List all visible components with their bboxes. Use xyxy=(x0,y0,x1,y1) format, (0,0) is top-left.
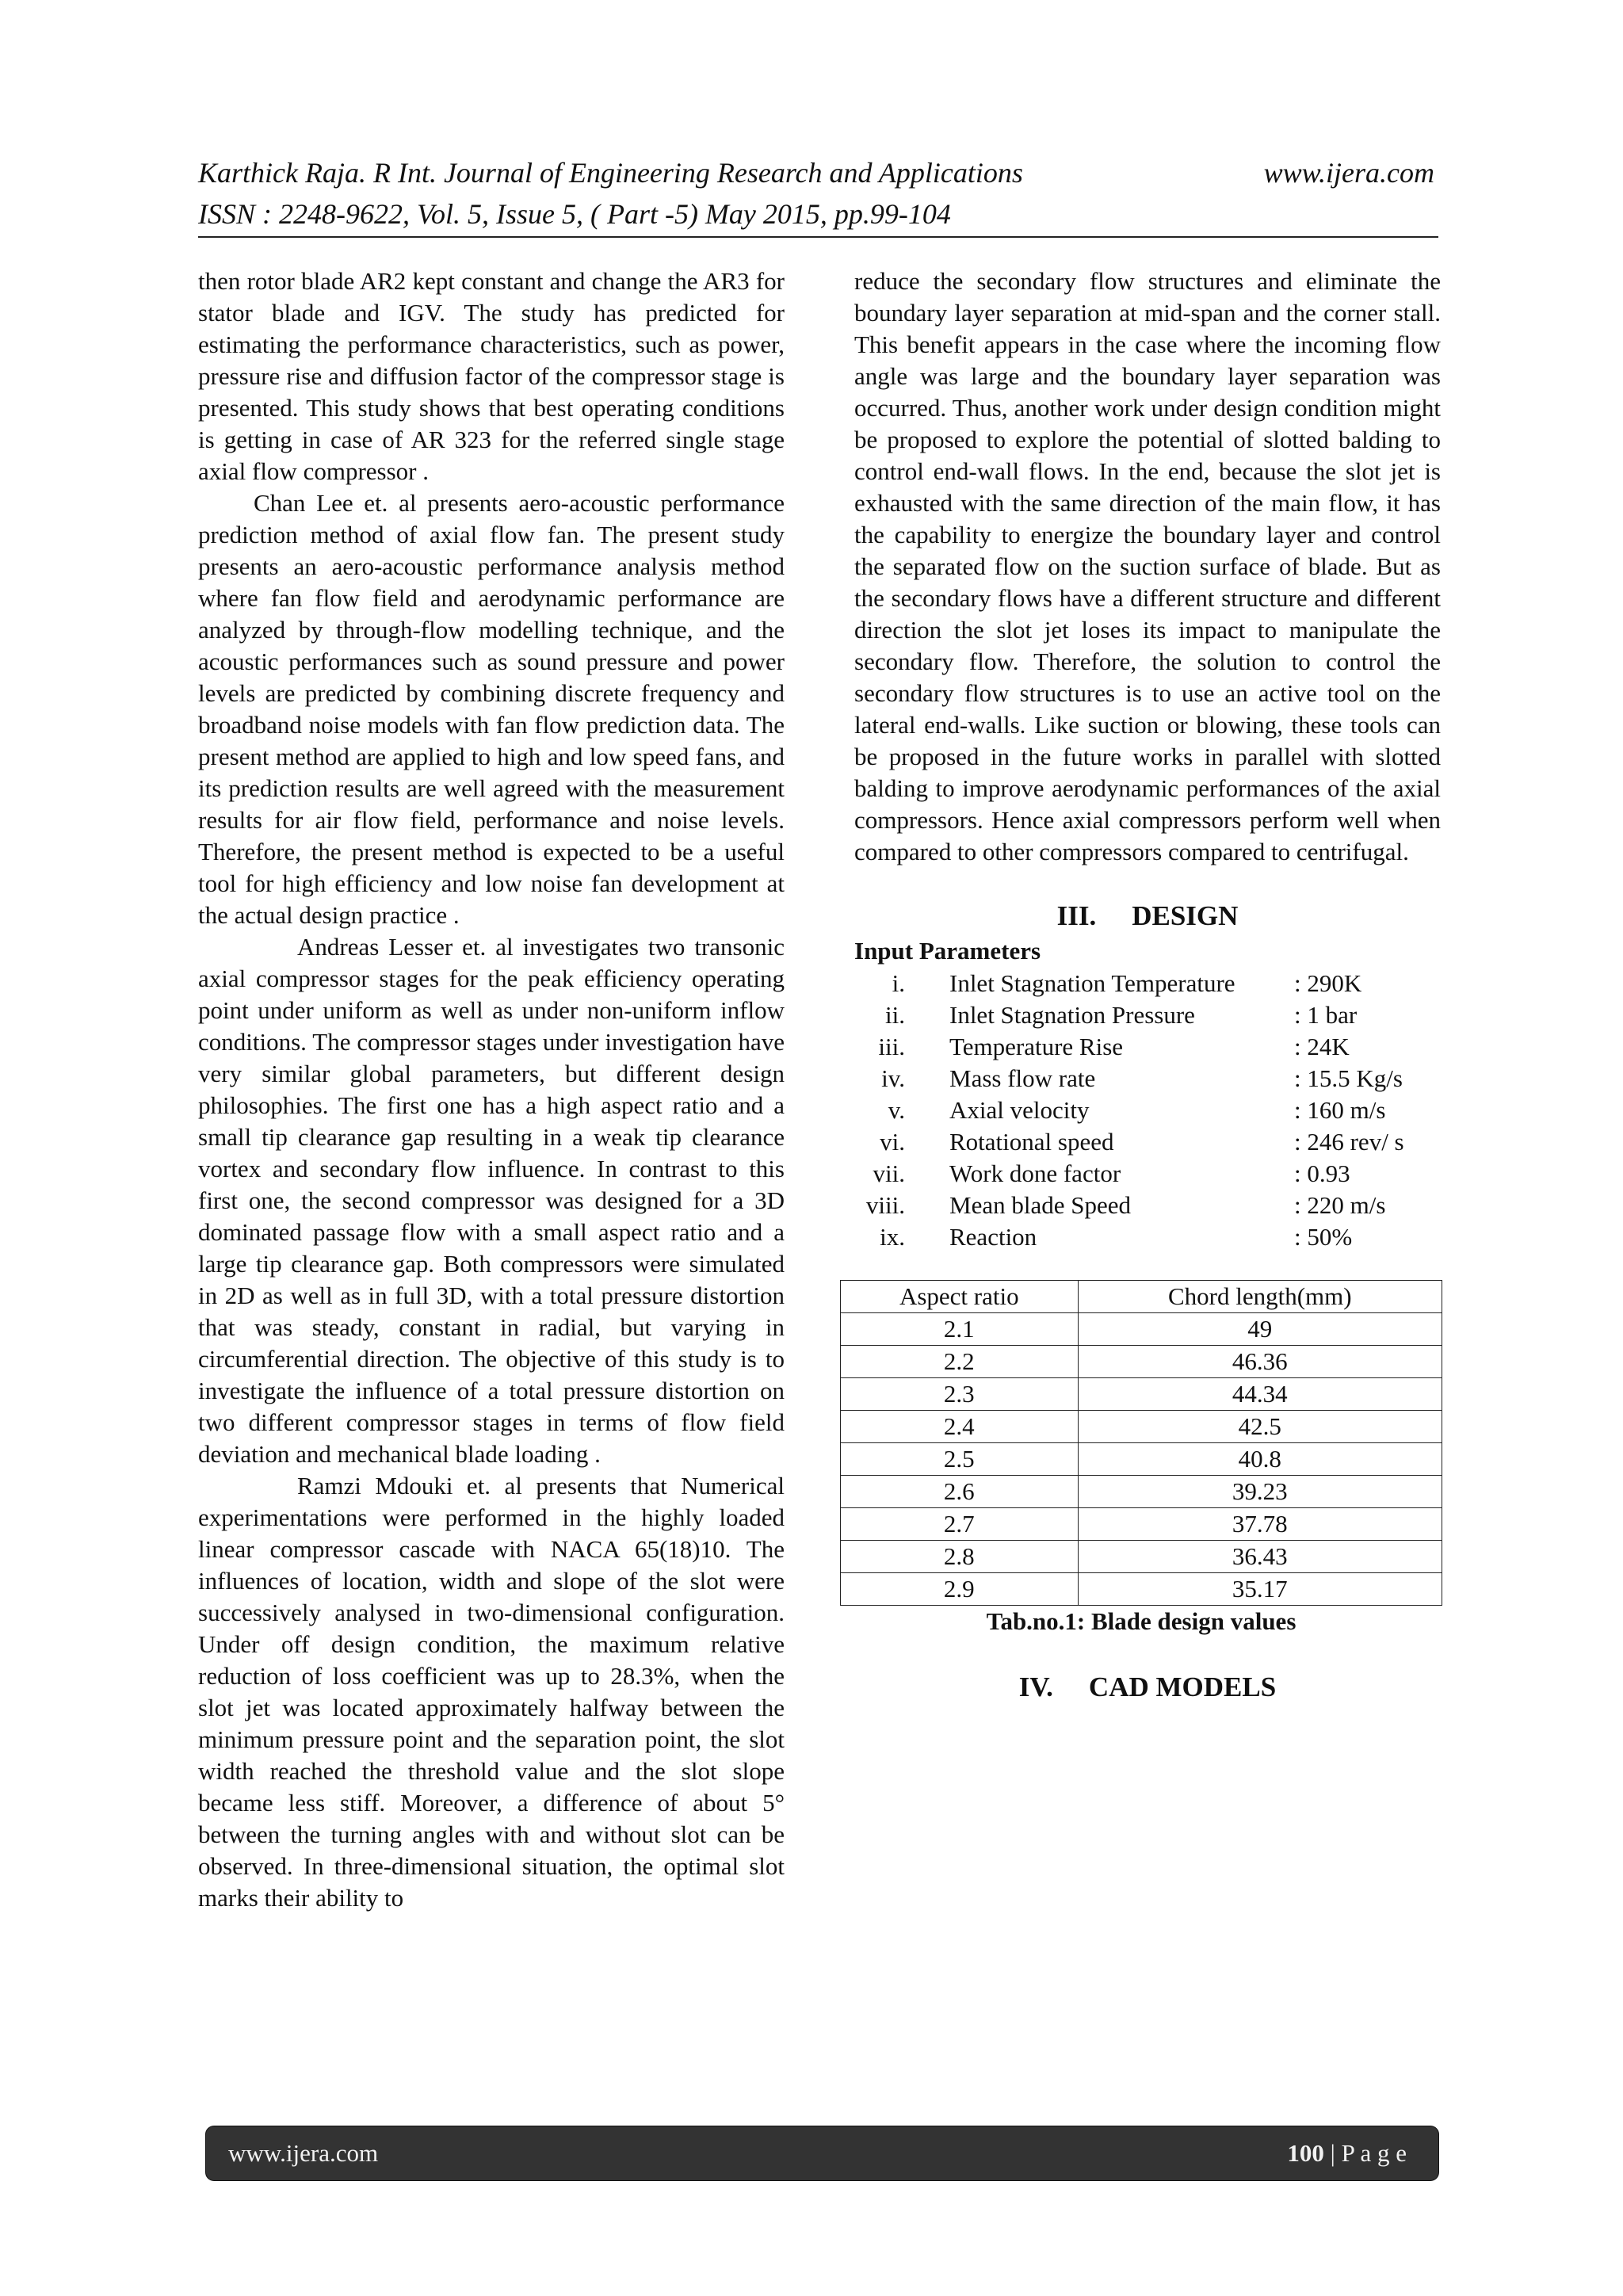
parameter-item xyxy=(854,999,1441,1031)
table-row xyxy=(841,1346,1442,1378)
column-header: Chord length(mm) xyxy=(1078,1281,1442,1313)
aspect-ratio-cell: 2.6 xyxy=(841,1476,1079,1508)
aspect-ratio-cell: 2.4 xyxy=(841,1411,1079,1443)
chord-length-cell: 40.8 xyxy=(1078,1443,1442,1476)
aspect-ratio-cell: 2.8 xyxy=(841,1541,1079,1573)
parameter-number: vi. xyxy=(880,1128,905,1156)
aspect-ratio-cell: 2.9 xyxy=(841,1573,1079,1606)
parameter-label: Inlet Stagnation Pressure xyxy=(949,1001,1195,1029)
section-heading-design xyxy=(854,896,1441,936)
parameter-number: v. xyxy=(888,1096,905,1124)
table-row xyxy=(841,1411,1442,1443)
table-row xyxy=(841,1378,1442,1411)
right-column xyxy=(854,266,1441,1707)
parameter-value: : 246 rev/ s xyxy=(1294,1128,1404,1156)
parameter-item xyxy=(854,1126,1441,1158)
parameter-value: : 290K xyxy=(1294,969,1362,997)
page-number-label xyxy=(1287,2139,1407,2168)
parameter-number: viii. xyxy=(865,1191,905,1219)
parameter-number: ii. xyxy=(885,1001,905,1029)
paragraph: Chan Lee et. al presents aero-acoustic performance prediction method of axial flow fan. The present study presents an aero-acoustic performance analysis method where fan flow field and aerodynamic performance are analyzed by through-flow modelling technique, and the acoustic performances such as sound pressure and power levels are predicted by combining discrete frequency and broadband noise models with fan flow prediction data. The present method are applied to high and low speed fans, and its prediction results are well agreed with the measurement results for air flow field, performance and noise levels. Therefore, the present method is expected to be a useful tool for high efficiency and low noise fan development at the actual design practice . xyxy=(198,489,785,929)
aspect-ratio-cell: 2.2 xyxy=(841,1346,1079,1378)
parameter-value: : 24K xyxy=(1294,1033,1350,1060)
table-row xyxy=(841,1541,1442,1573)
section-title: CAD MODELS xyxy=(1088,1671,1277,1702)
aspect-ratio-cell: 2.5 xyxy=(841,1443,1079,1476)
section-heading-cad-models xyxy=(854,1668,1441,1707)
blade-design-table xyxy=(840,1280,1442,1606)
table-header-row xyxy=(841,1281,1442,1313)
parameter-value: : 220 m/s xyxy=(1294,1191,1386,1219)
page-header xyxy=(198,152,1434,235)
parameter-item xyxy=(854,968,1441,999)
parameter-number: iv. xyxy=(881,1064,905,1092)
parameter-value: : 160 m/s xyxy=(1294,1096,1386,1124)
paragraph: then rotor blade AR2 kept constant and change the AR3 for stator blade and IGV. The study has predicted for estimating the performance characteristics, such as power, pressure rise and diffusion factor of the compressor stage is presented. This study shows that best operating conditions is getting in case of AR 323 for the referred single stage axial flow compressor . xyxy=(198,267,785,485)
aspect-ratio-cell: 2.1 xyxy=(841,1313,1079,1346)
input-parameters-heading: Input Parameters xyxy=(854,937,1041,965)
journal-title: Karthick Raja. R Int. Journal of Engineering Research and Applications xyxy=(198,157,1023,189)
table-caption: Tab.no.1: Blade design values xyxy=(986,1607,1296,1635)
paragraph: Ramzi Mdouki et. al presents that Numerical experimentations were performed in the highly loaded linear compressor cascade with NACA 65(18)10. The influences of location, width and slope of the slot were successively analysed in two-dimensional configuration. Under off design condition, the maximum relative reduction of loss coefficient was up to 28.3%, when the slot jet was located approximately halfway between the minimum pressure point and the separation point, the slot width reached the threshold value and the slot slope became less stiff. Moreover, a difference of about 5° between the turning angles with and without slot can be observed. In three-dimensional situation, the optimal slot marks their ability to xyxy=(198,1472,785,1912)
parameter-label: Inlet Stagnation Temperature xyxy=(949,969,1235,997)
table-row xyxy=(841,1443,1442,1476)
parameter-label: Rotational speed xyxy=(949,1128,1114,1156)
page-label: | P a g e xyxy=(1323,2139,1407,2167)
footer-website[interactable]: www.ijera.com xyxy=(228,2139,379,2167)
input-parameters-list xyxy=(854,968,1441,1253)
parameter-value: : 15.5 Kg/s xyxy=(1294,1064,1403,1092)
parameter-number: iii. xyxy=(878,1033,905,1060)
aspect-ratio-cell: 2.7 xyxy=(841,1508,1079,1541)
parameter-item xyxy=(854,1031,1441,1063)
parameter-item xyxy=(854,1063,1441,1095)
parameter-item xyxy=(854,1190,1441,1221)
parameter-label: Work done factor xyxy=(949,1159,1121,1187)
table-row xyxy=(841,1573,1442,1606)
table-row xyxy=(841,1313,1442,1346)
paragraph: reduce the secondary flow structures and eliminate the boundary layer separation at mid-span and the corner stall. This benefit appears in the case where the incoming flow angle was large and the boundary layer separation was occurred. Thus, another work under design condition might be proposed to explore the potential of slotted balding to control end-wall flows. In the end, because the slot jet is exhausted with the same direction of the main flow, it has the capability to energize the boundary layer and control the separated flow on the suction surface of blade. But as the secondary flows have a different structure and different direction the slot jet loses its impact to manipulate the secondary flow. Therefore, the solution to control the secondary flow structures is to use an active tool on the lateral end-walls. Like suction or blowing, these tools can be proposed in the future works in parallel with slotted balding to improve aerodynamic performances of the axial compressors. Hence axial compressors perform well when compared to other compressors compared to centrifugal. xyxy=(854,267,1441,865)
chord-length-cell: 37.78 xyxy=(1078,1508,1442,1541)
paragraph: Andreas Lesser et. al investigates two transonic axial compressor stages for the peak efficiency operating point under uniform as well as under non-uniform inflow conditions. The compressor stages under investigation have very similar global parameters, but different design philosophies. The first one has a high aspect ratio and a small tip clearance gap resulting in a weak tip clearance vortex and secondary flow influence. In contrast to this first one, the second compressor was designed for a 3D dominated passage flow with a small aspect ratio and a large tip clearance gap. Both compressors were simulated in 2D as well as in full 3D, with a total pressure distortion that was steady, constant in radial, but varying in circumferential direction. The objective of this study is to investigate the influence of a total pressure distortion on two different compressor stages in terms of flow field deviation and mechanical blade loading . xyxy=(198,933,785,1468)
parameter-label: Reaction xyxy=(949,1223,1037,1251)
chord-length-cell: 42.5 xyxy=(1078,1411,1442,1443)
header-divider xyxy=(198,236,1438,238)
parameter-value: : 50% xyxy=(1294,1223,1353,1251)
table-row xyxy=(841,1508,1442,1541)
chord-length-cell: 44.34 xyxy=(1078,1378,1442,1411)
section-number: III. xyxy=(1056,900,1097,931)
chord-length-cell: 39.23 xyxy=(1078,1476,1442,1508)
journal-website[interactable]: www.ijera.com xyxy=(1263,157,1434,189)
parameter-item xyxy=(854,1095,1441,1126)
parameter-label: Mass flow rate xyxy=(949,1064,1096,1092)
parameter-item xyxy=(854,1221,1441,1253)
parameter-label: Temperature Rise xyxy=(949,1033,1124,1060)
table-row xyxy=(841,1476,1442,1508)
aspect-ratio-cell: 2.3 xyxy=(841,1378,1079,1411)
parameter-label: Axial velocity xyxy=(949,1096,1090,1124)
chord-length-cell: 46.36 xyxy=(1078,1346,1442,1378)
left-column xyxy=(198,266,785,1914)
issn-line: ISSN : 2248-9622, Vol. 5, Issue 5, ( Part -5) May 2015, pp.99-104 xyxy=(198,198,951,230)
parameter-value: : 1 bar xyxy=(1294,1001,1358,1029)
column-header: Aspect ratio xyxy=(841,1281,1079,1313)
parameter-item xyxy=(854,1158,1441,1190)
page-footer xyxy=(206,2126,1438,2180)
parameter-number: i. xyxy=(892,969,905,997)
chord-length-cell: 35.17 xyxy=(1078,1573,1442,1606)
chord-length-cell: 49 xyxy=(1078,1313,1442,1346)
chord-length-cell: 36.43 xyxy=(1078,1541,1442,1573)
section-title: DESIGN xyxy=(1132,900,1239,931)
page-number: 100 xyxy=(1287,2139,1324,2167)
parameter-value: : 0.93 xyxy=(1294,1159,1350,1187)
parameter-number: vii. xyxy=(873,1159,905,1187)
section-number: IV. xyxy=(1018,1671,1053,1702)
parameter-number: ix. xyxy=(880,1223,905,1251)
parameter-label: Mean blade Speed xyxy=(949,1191,1131,1219)
